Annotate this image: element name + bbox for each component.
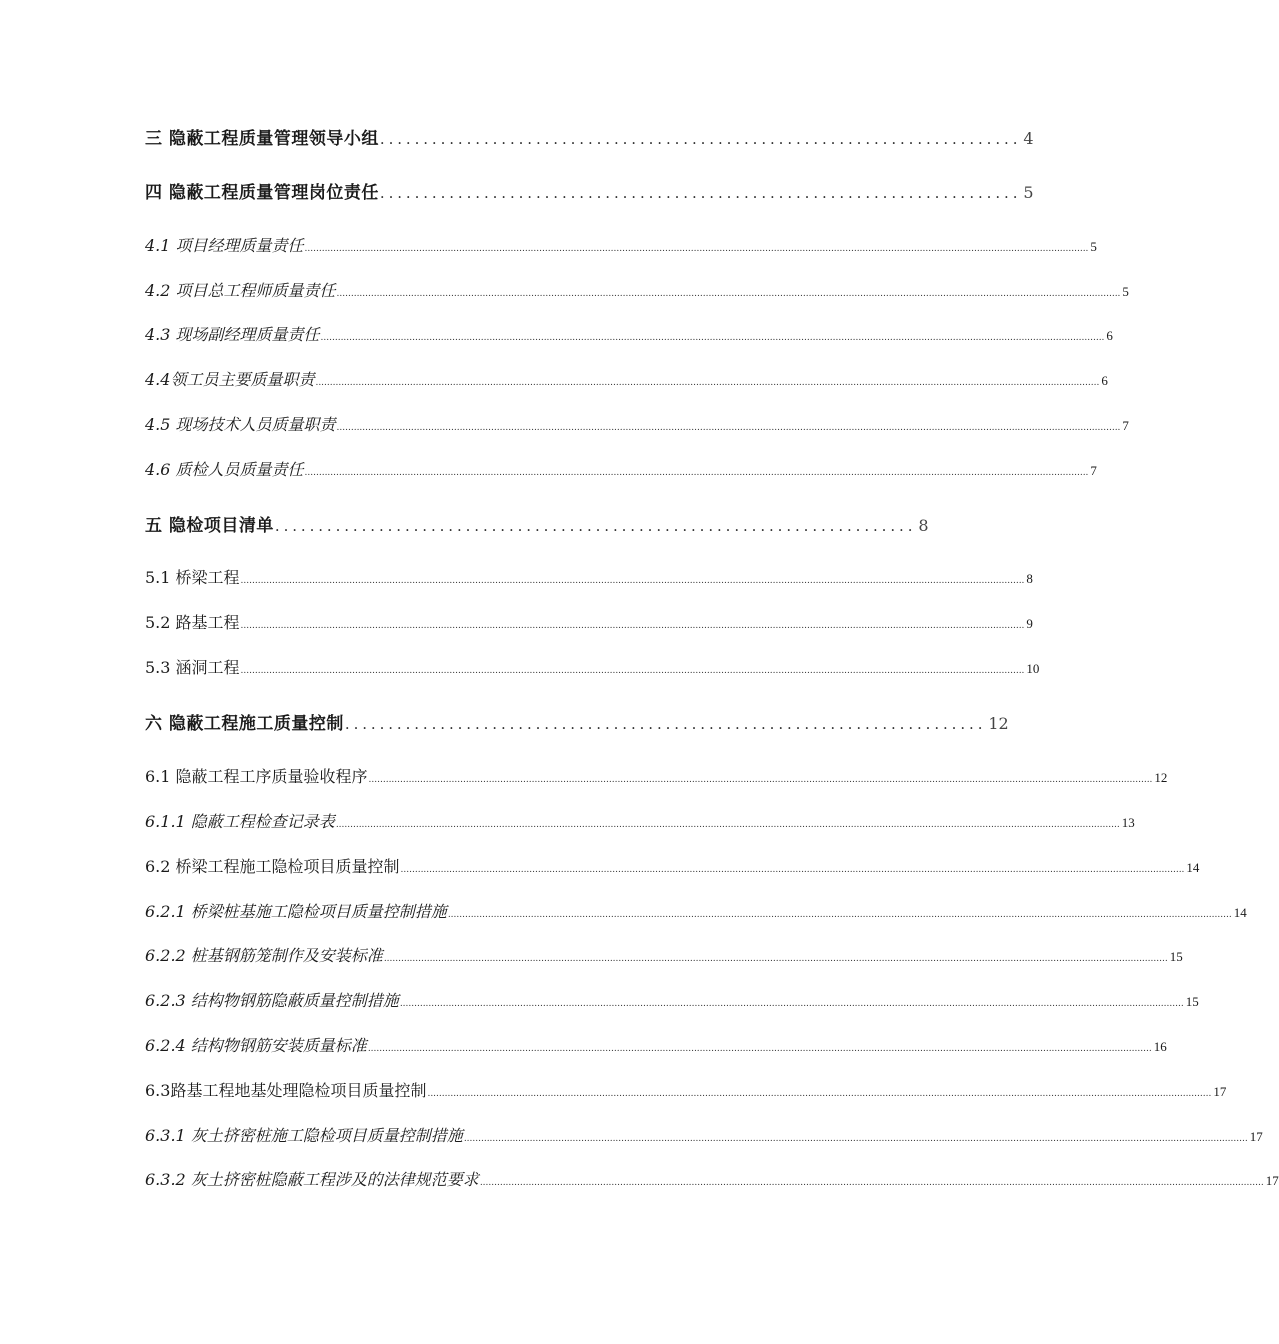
dot-leader: .................................................................................................................................................................................................................................................................................. bbox=[447, 910, 1232, 920]
toc-entry[interactable] bbox=[145, 1033, 1167, 1056]
toc-entry-page: 16 bbox=[1153, 1039, 1167, 1054]
toc-entry-page: 17 bbox=[1249, 1129, 1263, 1144]
toc-entry[interactable] bbox=[145, 565, 1033, 588]
toc-entry-page: 14 bbox=[1186, 860, 1200, 875]
toc-entry-page: 6 bbox=[1106, 328, 1113, 343]
toc-entry-page: 5 bbox=[1122, 284, 1129, 299]
toc-entry[interactable] bbox=[145, 610, 1033, 633]
toc-entry-label: 6.2.4 结构物钢筋安装质量标准 bbox=[145, 1036, 367, 1055]
toc-entry-page: 5 bbox=[1023, 183, 1034, 202]
toc-entry[interactable] bbox=[145, 278, 1129, 301]
dot-leader: .................................................................................................................................................................................................................................................................................. bbox=[335, 820, 1120, 830]
toc-entry-page: 7 bbox=[1090, 463, 1097, 478]
toc-entry[interactable] bbox=[145, 943, 1183, 966]
toc-entry-page: 15 bbox=[1169, 949, 1183, 964]
toc-entry[interactable] bbox=[145, 655, 1040, 678]
dot-leader: .......................................................................... bbox=[274, 517, 917, 535]
toc-entry[interactable] bbox=[145, 854, 1200, 877]
toc-entry-page: 12 bbox=[988, 714, 1009, 733]
dot-leader: .................................................................................................................................................................................................................................................................................. bbox=[463, 1134, 1248, 1144]
dot-leader: .................................................................................................................................................................................................................................................................................. bbox=[479, 1178, 1264, 1188]
toc-entry-page: 7 bbox=[1122, 418, 1129, 433]
toc-entry[interactable] bbox=[145, 412, 1129, 435]
toc-entry-label: 4.5 现场技术人员质量职责 bbox=[145, 415, 336, 434]
toc-entry-label: 六 隐蔽工程施工质量控制 bbox=[145, 714, 344, 734]
toc-entry-label: 4.4领工员主要质量职责 bbox=[145, 370, 315, 389]
toc-entry-page: 12 bbox=[1154, 770, 1168, 785]
toc-entry-label: 4.6 质检人员质量责任 bbox=[145, 460, 304, 479]
toc-entry-page: 5 bbox=[1090, 239, 1097, 254]
toc-entry-label: 四 隐蔽工程质量管理岗位责任 bbox=[145, 183, 379, 203]
toc-entry-label: 6.2 桥梁工程施工隐检项目质量控制 bbox=[145, 857, 400, 876]
toc-entry-page: 13 bbox=[1121, 815, 1135, 830]
dot-leader: .................................................................................................................................................................................................................................................................................. bbox=[336, 423, 1121, 433]
toc-entry-label: 五 隐检项目清单 bbox=[145, 516, 274, 536]
dot-leader: .................................................................................................................................................................................................................................................................................. bbox=[320, 333, 1105, 343]
toc-entry[interactable] bbox=[145, 124, 1034, 149]
toc-entry-page: 14 bbox=[1233, 905, 1247, 920]
toc-entry-label: 4.2 项目总工程师质量责任 bbox=[145, 281, 336, 300]
toc-entry[interactable] bbox=[145, 367, 1108, 390]
toc-entry-label: 4.3 现场副经理质量责任 bbox=[145, 325, 320, 344]
toc-entry[interactable] bbox=[145, 511, 929, 536]
toc-entry[interactable] bbox=[145, 457, 1097, 480]
dot-leader: .................................................................................................................................................................................................................................................................................. bbox=[400, 865, 1185, 875]
toc-entry-label: 6.3路基工程地基处理隐检项目质量控制 bbox=[145, 1081, 427, 1100]
dot-leader: .................................................................................................................................................................................................................................................................................. bbox=[304, 244, 1089, 254]
toc-entry[interactable] bbox=[145, 709, 1009, 734]
toc-entry[interactable] bbox=[145, 1123, 1263, 1146]
dot-leader: .................................................................................................................................................................................................................................................................................. bbox=[315, 378, 1100, 388]
toc-entry[interactable] bbox=[145, 988, 1199, 1011]
dot-leader: .................................................................................................................................................................................................................................................................................. bbox=[368, 775, 1153, 785]
toc-entry-label: 6.1.1 隐蔽工程检查记录表 bbox=[145, 812, 335, 831]
toc-entry-page: 17 bbox=[1213, 1084, 1227, 1099]
dot-leader: .................................................................................................................................................................................................................................................................................. bbox=[240, 621, 1025, 631]
toc-entry-page: 17 bbox=[1265, 1173, 1279, 1188]
toc-entry-label: 6.1 隐蔽工程工序质量验收程序 bbox=[145, 767, 368, 786]
toc-entry[interactable] bbox=[145, 322, 1113, 345]
dot-leader: .................................................................................................................................................................................................................................................................................. bbox=[427, 1089, 1212, 1099]
dot-leader: .................................................................................................................................................................................................................................................................................. bbox=[399, 999, 1184, 1009]
toc-entry-page: 10 bbox=[1026, 661, 1040, 676]
toc-entry-page: 9 bbox=[1026, 616, 1033, 631]
toc-entry-label: 5.2 路基工程 bbox=[145, 613, 240, 632]
dot-leader: .................................................................................................................................................................................................................................................................................. bbox=[304, 468, 1089, 478]
toc-entry[interactable] bbox=[145, 764, 1168, 787]
toc-entry-label: 5.1 桥梁工程 bbox=[145, 568, 240, 587]
dot-leader: .................................................................................................................................................................................................................................................................................. bbox=[240, 666, 1025, 676]
toc-entry-page: 4 bbox=[1023, 129, 1034, 148]
toc-entry[interactable] bbox=[145, 1167, 1279, 1190]
toc-entry[interactable] bbox=[145, 1078, 1227, 1101]
toc-entry-page: 8 bbox=[918, 516, 929, 535]
toc-entry-label: 6.3.1 灰土挤密桩施工隐检项目质量控制措施 bbox=[145, 1126, 463, 1145]
toc-entry-label: 5.3 涵洞工程 bbox=[145, 658, 240, 677]
dot-leader: .................................................................................................................................................................................................................................................................................. bbox=[383, 954, 1168, 964]
dot-leader: .......................................................................... bbox=[379, 184, 1022, 202]
toc-entry-label: 6.3.2 灰土挤密桩隐蔽工程涉及的法律规范要求 bbox=[145, 1170, 479, 1189]
toc-entry-page: 8 bbox=[1026, 571, 1033, 586]
toc-entry[interactable] bbox=[145, 899, 1247, 922]
toc-entry-page: 15 bbox=[1185, 994, 1199, 1009]
dot-leader: .................................................................................................................................................................................................................................................................................. bbox=[240, 576, 1025, 586]
toc-entry-label: 6.2.2 桩基钢筋笼制作及安装标准 bbox=[145, 946, 383, 965]
toc-entry-label: 6.2.3 结构物钢筋隐蔽质量控制措施 bbox=[145, 991, 399, 1010]
toc-entry[interactable] bbox=[145, 178, 1034, 203]
dot-leader: .................................................................................................................................................................................................................................................................................. bbox=[367, 1044, 1152, 1054]
dot-leader: .......................................................................... bbox=[379, 130, 1022, 148]
toc-entry-label: 6.2.1 桥梁桩基施工隐检项目质量控制措施 bbox=[145, 902, 447, 921]
toc-entry-label: 4.1 项目经理质量责任 bbox=[145, 236, 304, 255]
toc-entry[interactable] bbox=[145, 233, 1097, 256]
dot-leader: .......................................................................... bbox=[344, 715, 987, 733]
dot-leader: .................................................................................................................................................................................................................................................................................. bbox=[336, 289, 1121, 299]
toc-entry-label: 三 隐蔽工程质量管理领导小组 bbox=[145, 129, 379, 149]
toc-entry[interactable] bbox=[145, 809, 1135, 832]
toc-entry-page: 6 bbox=[1101, 373, 1108, 388]
